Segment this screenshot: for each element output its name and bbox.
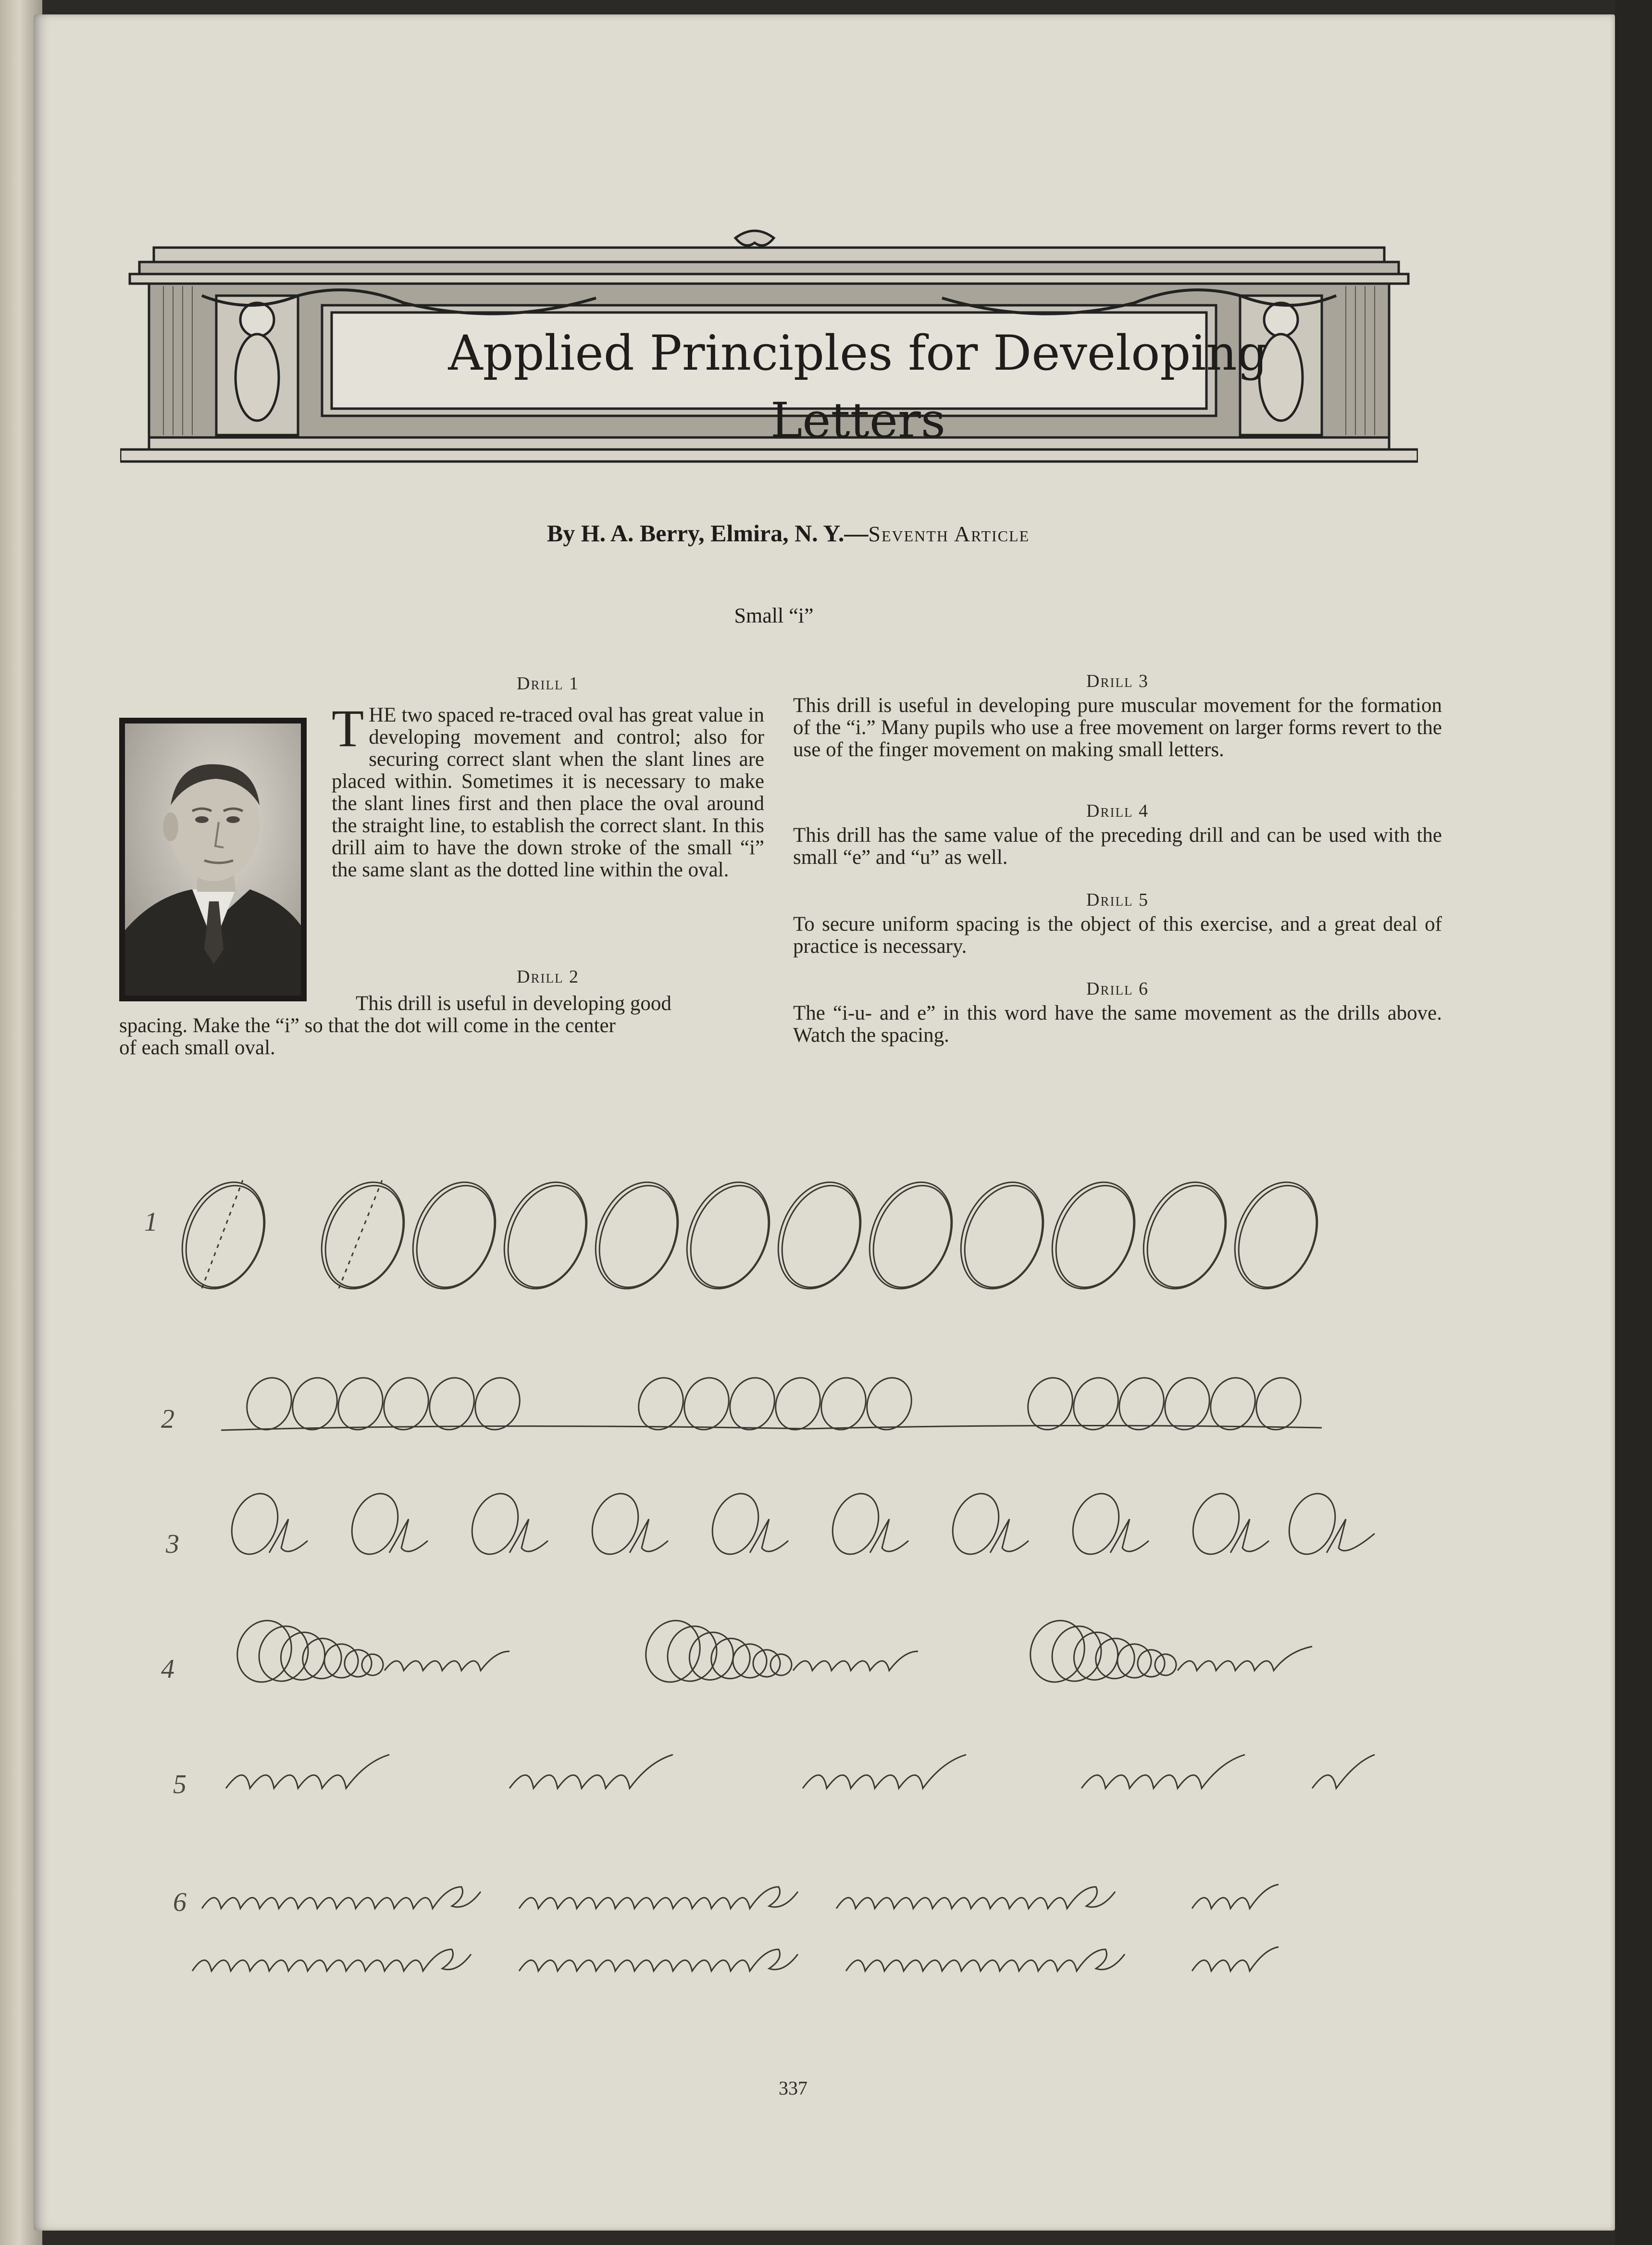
- drill-3-text: This drill is useful in developing pure muscular movement for the formation of the “i.” Many pupils who use a free movement on larger forms revert to the use of the finger movement on making small letters.: [793, 694, 1442, 761]
- byline: [308, 519, 1269, 547]
- drill-4-diminishing-ovals: [229, 1613, 1312, 1690]
- drop-cap: T: [332, 699, 364, 758]
- drill-2-text-line1: This drill is useful in developing good: [356, 992, 671, 1015]
- drill-1-body: HE two spaced re-traced oval has great value in developing movement and control; also for securing correct slant when the slant lines are placed within. Sometimes it is necessary to make the slant lines first and then place the oval around the straight line, to establish the correct slant. In this drill aim to have the down stroke of the small “i” the same slant as the dotted line within the oval.: [332, 704, 764, 881]
- drill-1-large-ovals: [167, 1170, 1333, 1301]
- drill-2-heading: Drill 2: [517, 967, 579, 987]
- portrait-illustration: [125, 723, 301, 996]
- drill-2-small-ovals: [221, 1372, 1322, 1436]
- drill-row-number-6: 6: [173, 1887, 186, 1917]
- drill-row-number-4: 4: [161, 1654, 174, 1684]
- drill-6-heading: Drill 6: [1086, 979, 1149, 999]
- drill-5-heading: Drill 5: [1086, 890, 1149, 910]
- page-title: Applied Principles for Developing Letters: [448, 325, 1268, 449]
- author-portrait: [119, 718, 307, 1001]
- handwriting-drills: [144, 1135, 1442, 2000]
- drill-2-text-line2: spacing. Make the “i” so that the dot will come in the center: [119, 1014, 616, 1037]
- drill-6-text: The “i-u- and e” in this word have the same movement as the drills above. Watch the spacing.: [793, 1002, 1442, 1047]
- subject-heading: Small “i”: [734, 604, 814, 627]
- article-number: Seventh Article: [868, 522, 1030, 546]
- drill-row-number-3: 3: [166, 1529, 179, 1559]
- drill-row-number-2: 2: [161, 1404, 174, 1434]
- drill-4-text: This drill has the same value of the preceding drill and can be used with the small “e” and “u” as well.: [793, 824, 1442, 869]
- drill-3-oval-i-pairs: [224, 1487, 1375, 1561]
- portrait-image: [125, 723, 301, 996]
- drill-3-heading: Drill 3: [1086, 671, 1149, 691]
- drill-5-i-groups: [226, 1755, 1375, 1788]
- drill-row-number-5: 5: [173, 1770, 186, 1799]
- dark-background-edge: [1615, 0, 1652, 2245]
- drill-4-heading: Drill 4: [1086, 801, 1149, 821]
- author-line: By H. A. Berry, Elmira, N. Y.—: [547, 520, 869, 547]
- title-banner: [120, 224, 1418, 483]
- drill-5-text: To secure uniform spacing is the object of this exercise, and a great deal of practice is necessary.: [793, 913, 1442, 958]
- drill-row-number-1: 1: [144, 1207, 158, 1237]
- drill-1-text: [332, 699, 764, 881]
- drill-1-heading: Drill 1: [517, 674, 579, 694]
- drill-strokes: [144, 1135, 1442, 2000]
- drill-2-text-line3: of each small oval.: [119, 1036, 275, 1059]
- page-number: 337: [779, 2077, 807, 2099]
- drill-6-immune-words: [192, 1884, 1279, 1971]
